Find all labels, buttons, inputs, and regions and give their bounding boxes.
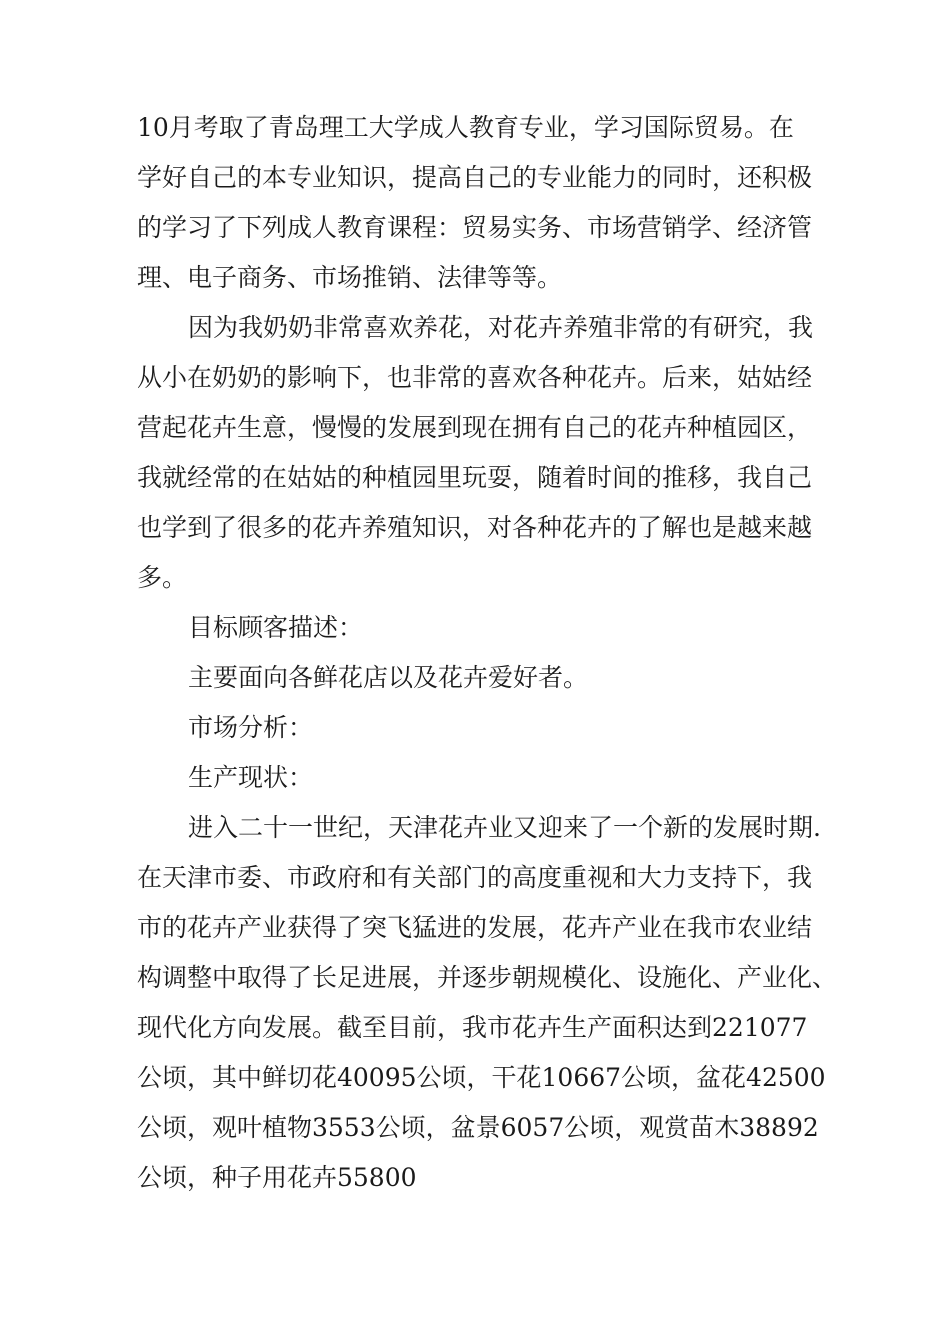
text-line: 也学到了很多的花卉养殖知识，对各种花卉的了解也是越来越 bbox=[137, 513, 813, 542]
section-heading: 生产现状： bbox=[188, 763, 314, 792]
text-line: 公顷，观叶植物3553公顷，盆景6057公顷，观赏苗木38892 bbox=[137, 1113, 819, 1142]
text-line: 学好自己的本专业知识，提高自己的专业能力的同时，还积极 bbox=[137, 163, 813, 192]
text-line: 营起花卉生意，慢慢的发展到现在拥有自己的花卉种植园区， bbox=[137, 413, 813, 442]
text-line: 我就经常的在姑姑的种植园里玩耍，随着时间的推移，我自己 bbox=[137, 463, 813, 492]
text-line: 现代化方向发展。截至目前，我市花卉生产面积达到221077 bbox=[137, 1013, 808, 1042]
text-line: 在天津市委、市政府和有关部门的高度重视和大力支持下，我 bbox=[137, 863, 813, 892]
text-line: 公顷，种子用花卉55800 bbox=[137, 1163, 417, 1192]
text-line: 公顷，其中鲜切花40095公顷，干花10667公顷，盆花42500 bbox=[137, 1063, 826, 1092]
section-heading: 市场分析： bbox=[188, 713, 314, 742]
paragraph-start-line: 因为我奶奶非常喜欢养花，对花卉养殖非常的有研究，我 bbox=[188, 313, 814, 342]
section-heading: 目标顾客描述： bbox=[188, 613, 364, 642]
text-line: 从小在奶奶的影响下，也非常的喜欢各种花卉。后来，姑姑经 bbox=[137, 363, 813, 392]
paragraph-start-line: 主要面向各鲜花店以及花卉爱好者。 bbox=[188, 663, 589, 692]
text-line: 理、电子商务、市场推销、法律等等。 bbox=[137, 263, 563, 292]
text-line: 市的花卉产业获得了突飞猛进的发展，花卉产业在我市农业结 bbox=[137, 913, 813, 942]
text-line: 构调整中取得了长足进展，并逐步朝规模化、设施化、产业化、 bbox=[137, 963, 838, 992]
paragraph-start-line: 进入二十一世纪，天津花卉业又迎来了一个新的发展时期. bbox=[188, 813, 821, 842]
text-line: 10月考取了青岛理工大学成人教育专业，学习国际贸易。在 bbox=[137, 113, 794, 142]
text-line: 的学习了下列成人教育课程：贸易实务、市场营销学、经济管 bbox=[137, 213, 813, 242]
text-line: 多。 bbox=[137, 563, 188, 592]
